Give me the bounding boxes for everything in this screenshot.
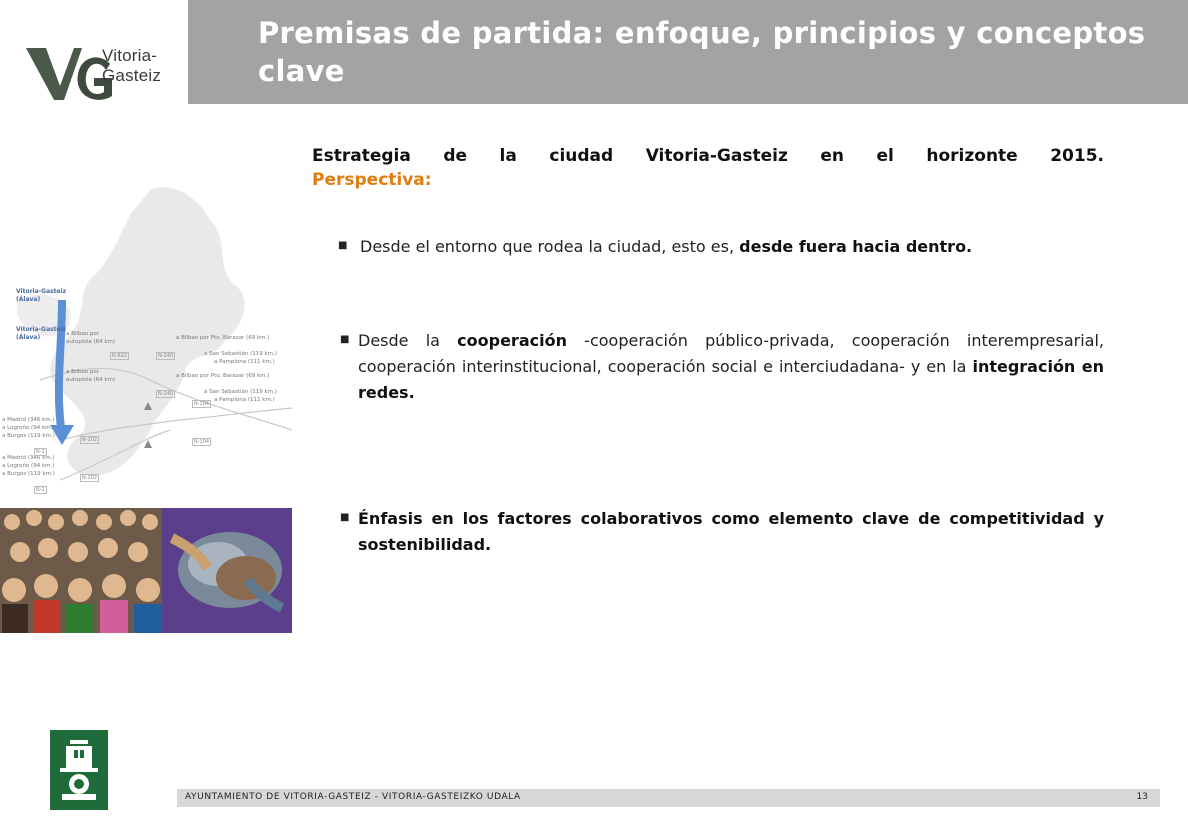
road-sign: N-104 xyxy=(194,439,210,445)
road-sign: N-1 xyxy=(36,487,45,493)
subtitle: Estrategia de la ciudad Vitoria-Gasteiz en el horizonte 2015. xyxy=(312,146,1104,166)
square-bullet-icon: ■ xyxy=(338,240,348,251)
map-label-barazar-2: a Bilbao por Pto. Barazar (69 km.) xyxy=(176,373,270,379)
map-label-burgos-1: a Burgos (119 km.) xyxy=(2,433,55,439)
city-crest-icon xyxy=(50,730,108,810)
map-label-logrono-1: a Logroño (94 km.) xyxy=(2,425,55,431)
bullet-bold-text: desde fuera hacia dentro. xyxy=(739,237,973,256)
bullet-item-3 xyxy=(358,506,1104,558)
map-label-origin-2: Vitoria-Gasteiz (Álava) xyxy=(16,326,67,341)
map-label-sansebastian-2: a San Sebastián (119 km.) xyxy=(204,389,277,395)
square-bullet-icon: ■ xyxy=(340,512,350,523)
footer-bar xyxy=(177,789,1160,807)
footer-text: AYUNTAMIENTO DE VITORIA-GASTEIZ - VITORIA-GASTEIZKO UDALA xyxy=(185,792,521,802)
bullet-item-1 xyxy=(360,234,1120,260)
road-sign: N-240 xyxy=(158,391,174,397)
bullet-item-2 xyxy=(358,328,1104,406)
map-label-madrid-2: a Madrid (346 km.) xyxy=(2,455,55,461)
logo-text: Vitoria-Gasteiz xyxy=(102,46,162,85)
bullet-bold-text: integración en redes. xyxy=(358,357,1105,402)
map-label-logrono-2: a Logroño (94 km.) xyxy=(2,463,55,469)
map-label-pamplona-2: a Pamplona (111 km.) xyxy=(214,397,275,403)
vitoria-gasteiz-logo xyxy=(22,28,182,108)
road-sign: N-1 xyxy=(36,449,45,455)
square-bullet-icon: ■ xyxy=(340,334,350,345)
map-label-bilbao-1: a Bilbao por autopista (64 km) xyxy=(66,331,116,345)
bullet-text: -cooperación público-privada, cooperación interempresarial, cooperación interinstitucional, cooperación social e interciudadana- y en la xyxy=(358,331,1104,376)
bullet-bold-text: Énfasis en los factores colaborativos como elemento clave de competitividad y sostenibilidad. xyxy=(358,509,1104,554)
road-sign: N-102 xyxy=(82,437,98,443)
crowd-photo xyxy=(0,508,162,633)
map-label-burgos-2: a Burgos (119 km.) xyxy=(2,471,55,477)
road-sign: N-622 xyxy=(112,353,128,359)
bullet-bold-text: cooperación xyxy=(457,331,567,350)
road-sign: N-102 xyxy=(82,475,98,481)
map-label-origin-1: Vitoria-Gasteiz (Álava) xyxy=(16,288,67,303)
subtitle-accent: Perspectiva: xyxy=(312,170,432,190)
page-title: Premisas de partida: enfoque, principios y conceptos clave xyxy=(258,16,1146,88)
map-label-sansebastian-1: a San Sebastián (119 km.) xyxy=(204,351,277,357)
bullet-text: Desde el entorno que rodea la ciudad, esto es, xyxy=(360,237,740,256)
bullet-text: Desde la xyxy=(358,331,458,350)
road-sign: N-104 xyxy=(194,401,210,407)
map-label-bilbao-2: a Bilbao por autopista (64 km) xyxy=(66,369,116,383)
page-number: 13 xyxy=(1136,792,1148,802)
map-label-madrid-1: a Madrid (346 km.) xyxy=(2,417,55,423)
map-label-pamplona-1: a Pamplona (111 km.) xyxy=(214,359,275,365)
europe-map-illustration xyxy=(0,180,292,500)
map-label-barazar-1: a Bilbao por Pto. Barazar (69 km.) xyxy=(176,335,270,341)
hands-photo xyxy=(162,508,292,633)
road-sign: N-240 xyxy=(158,353,174,359)
